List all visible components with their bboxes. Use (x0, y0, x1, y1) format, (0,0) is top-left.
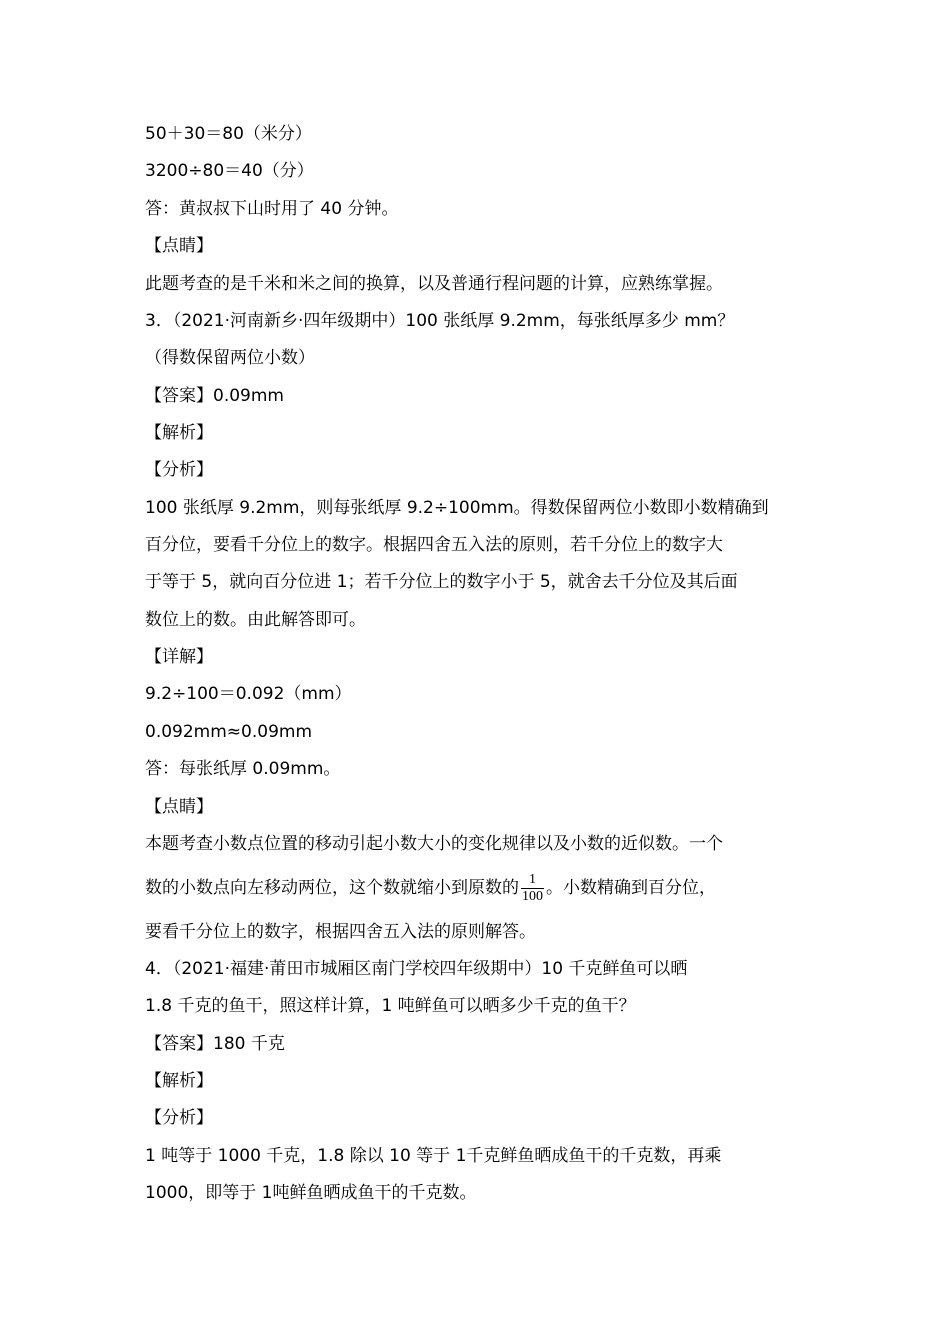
section-heading: 【分析】 (145, 1108, 213, 1128)
answer-line: 【答案】180 千克 (145, 1034, 285, 1054)
question-line: 1.8 千克的鱼干，照这样计算，1 吨鲜鱼可以晒多少千克的鱼干？ (145, 996, 636, 1016)
text-line: 要看千分位上的数字，根据四舍五入法的原则解答。 (145, 922, 536, 942)
text-line: 于等于 5，就向百分位进 1；若千分位上的数字小于 5，就舍去千分位及其后面 (145, 572, 738, 592)
section-heading: 【详解】 (145, 647, 213, 667)
answer-line: 【答案】0.09mm (145, 386, 284, 406)
text-line: 100 张纸厚 9.2mm，则每张纸厚 9.2÷100mm。得数保留两位小数即小数精确到 (145, 498, 769, 518)
text-line: 3200÷80＝40（分） (145, 161, 314, 181)
section-heading: 【点睛】 (145, 797, 213, 817)
fraction-line-before: 数的小数点向左移动两位，这个数就缩小到原数的 (145, 878, 519, 898)
section-heading: 【解析】 (145, 1071, 213, 1091)
section-heading: 【点睛】 (145, 236, 213, 256)
text-line: 答：每张纸厚 0.09mm。 (145, 759, 341, 779)
text-line: 9.2÷100＝0.092（mm） (145, 684, 352, 704)
section-heading: 【分析】 (145, 460, 213, 480)
text-line: 数位上的数。由此解答即可。 (145, 610, 366, 630)
text-line: 1 吨等于 1000 千克，1.8 除以 10 等于 1千克鲜鱼晒成鱼干的千克数，再乘 (145, 1146, 722, 1166)
fraction-line-after: 。小数精确到百分位， (546, 878, 716, 898)
text-line: 本题考查小数点位置的移动引起小数大小的变化规律以及小数的近似数。一个 (145, 834, 723, 854)
question-line: 4．（2021·福建·莆田市城厢区南门学校四年级期中）10 千克鲜鱼可以晒 (145, 959, 688, 979)
text-line: 50＋30＝80（米分） (145, 124, 312, 144)
fraction-text-line (145, 868, 716, 908)
text-line: 此题考查的是千米和米之间的换算，以及普通行程问题的计算，应熟练掌握。 (145, 274, 723, 294)
question-line: 3．（2021·河南新乡·四年级期中）100 张纸厚 9.2mm，每张纸厚多少 mm？ (145, 311, 735, 331)
section-heading: 【解析】 (145, 423, 213, 443)
fraction (521, 872, 544, 905)
text-line: 百分位，要看千分位上的数字。根据四舍五入法的原则，若千分位上的数字大 (145, 535, 723, 555)
fraction-numerator: 1 (529, 871, 536, 887)
text-line: 0.092mm≈0.09mm (145, 722, 313, 742)
question-line: （得数保留两位小数） (145, 348, 315, 368)
text-line: 1000，即等于 1吨鲜鱼晒成鱼干的千克数。 (145, 1183, 477, 1203)
text-line: 答：黄叔叔下山时用了 40 分钟。 (145, 199, 399, 219)
fraction-denominator: 100 (522, 888, 543, 904)
